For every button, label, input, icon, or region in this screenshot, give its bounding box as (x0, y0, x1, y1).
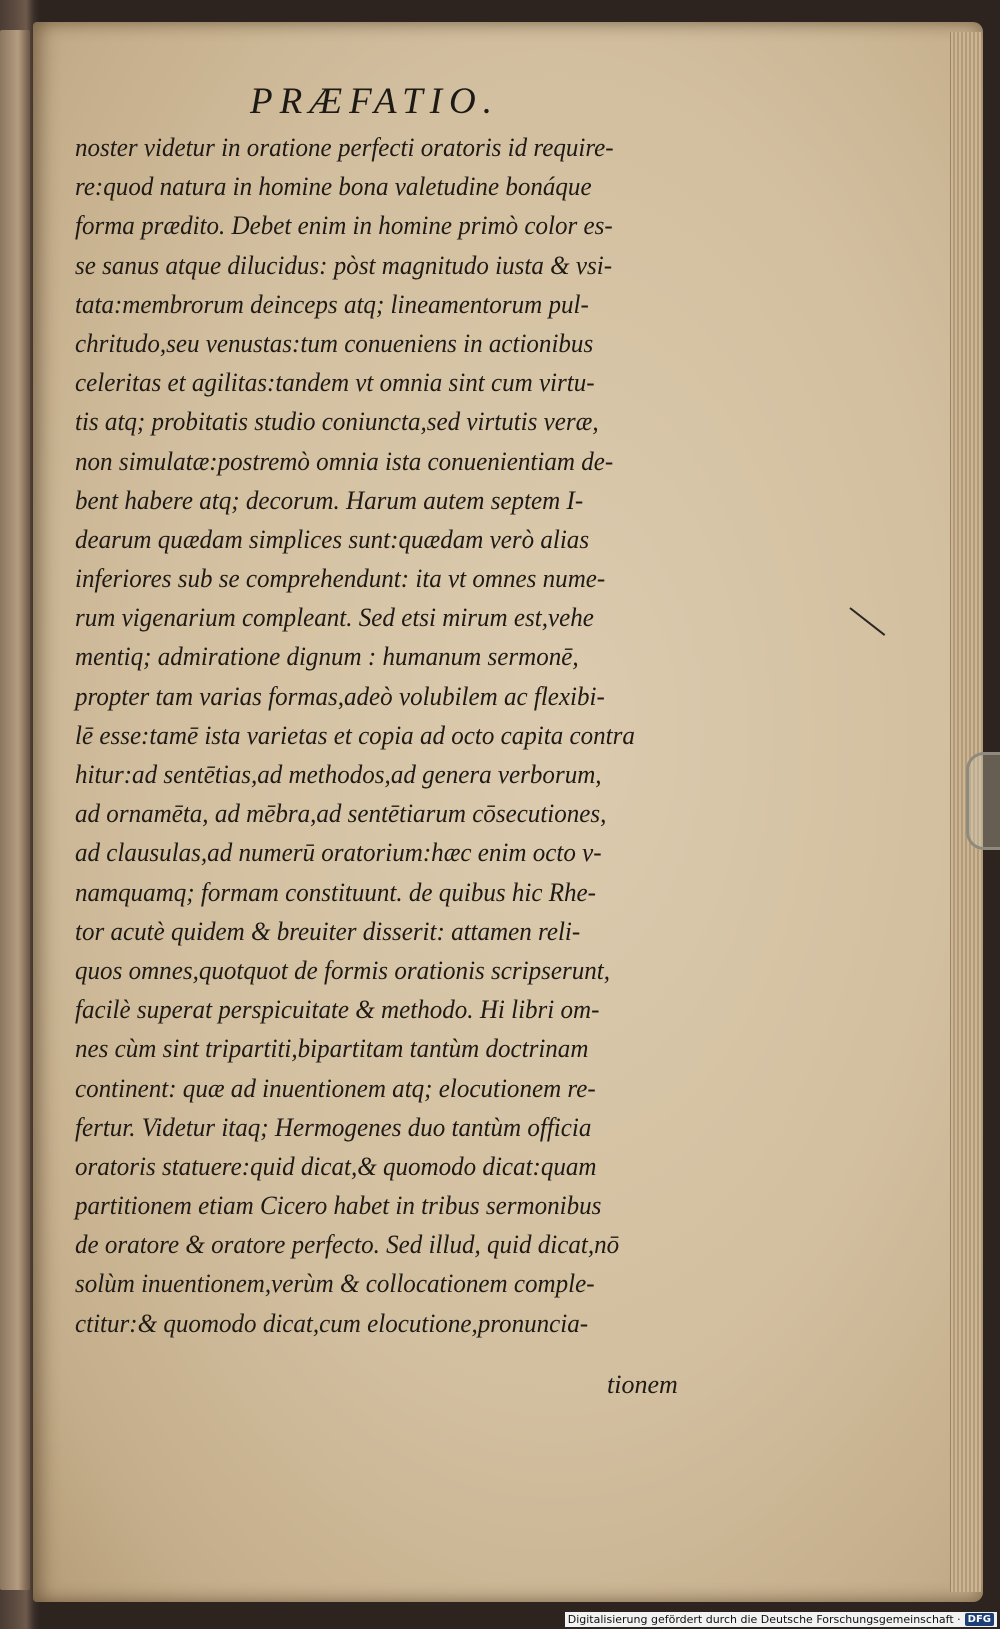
text-line: de oratore & oratore perfecto. Sed illud, quid dicat,nō (75, 1230, 620, 1260)
text-line: se sanus atque dilucidus: pòst magnitudo iusta & vsi- (75, 250, 613, 280)
text-line: propter tam varias formas,adeò volubilem ac flexibi- (75, 681, 605, 711)
text-line: ctitur:& quomodo dicat,cum elocutione,pronuncia- (75, 1308, 589, 1338)
text-line: facilè superat perspicuitate & methodo. Hi libri om- (75, 995, 600, 1025)
text-line: hitur:ad sentētias,ad methodos,ad genera verborum, (75, 760, 602, 789)
text-line: ad ornamēta, ad mēbra,ad sentētiarum cōsecutiones, (75, 799, 607, 829)
catchword: tionem (607, 1370, 678, 1399)
text-line: chritudo,seu venustas:tum conueniens in actionibus (75, 328, 594, 358)
text-line: tor acutè quidem & breuiter disserit: attamen reli- (75, 916, 581, 946)
text-line: tis atq; probitatis studio coniuncta,sed virtutis veræ, (75, 407, 599, 437)
text-line: forma prædito. Debet enim in homine primò color es- (75, 211, 613, 241)
text-line: celeritas et agilitas:tandem vt omnia sint cum virtu- (75, 368, 595, 398)
text-line: fertur. Videtur itaq; Hermogenes duo tantùm officia (75, 1112, 592, 1142)
text-line: ad clausulas,ad numerū oratorium:hæc enim octo v- (75, 838, 602, 868)
text-line: inferiores sub se comprehendunt: ita vt omnes nume- (75, 564, 606, 594)
text-line: oratoris statuere:quid dicat,& quomodo dicat:quam (75, 1151, 597, 1181)
text-line: solùm inuentionem,verùm & collocationem comple- (75, 1269, 595, 1299)
dfg-logo: DFG (965, 1613, 994, 1626)
digitization-footer (565, 1612, 997, 1627)
text-line: lē esse:tamē ista varietas et copia ad octo capita contra (75, 720, 635, 750)
text-line: non simulatæ:postremò omnia ista conuenientiam de- (75, 446, 614, 476)
text-line: namquamq; formam constituunt. de quibus hic Rhe- (75, 877, 597, 907)
text-line: mentiq; admiratione dignum : humanum sermonē, (75, 642, 579, 672)
text-line: noster videtur in oratione perfecti oratoris id require- (75, 133, 614, 162)
text-line: re:quod natura in homine bona valetudine bonáque (75, 172, 592, 202)
text-line: nes cùm sint tripartiti,bipartitam tantùm doctrinam (75, 1034, 589, 1064)
text-line: continent: quæ ad inuentionem atq; elocutionem re- (75, 1073, 596, 1103)
body-text (75, 128, 755, 1343)
text-line: dearum quædam simplices sunt:quædam verò alias (75, 524, 590, 554)
page-heading: PRÆFATIO. (250, 81, 500, 122)
text-line: tata:membrorum deinceps atq; lineamentorum pul- (75, 289, 589, 319)
text-line: rum vigenarium compleant. Sed etsi mirum est,vehe (75, 603, 594, 633)
page-clip (966, 752, 1000, 850)
text-line: bent habere atq; decorum. Harum autem septem I- (75, 485, 584, 515)
text-line: quos omnes,quotquot de formis orationis scripserunt, (75, 955, 611, 985)
previous-page-edge (0, 30, 30, 1590)
text-line: partitionem etiam Cicero habet in tribus sermonibus (75, 1191, 602, 1221)
footer-credit-text: Digitalisierung gefördert durch die Deutsche Forschungsgemeinschaft · (567, 1613, 961, 1626)
